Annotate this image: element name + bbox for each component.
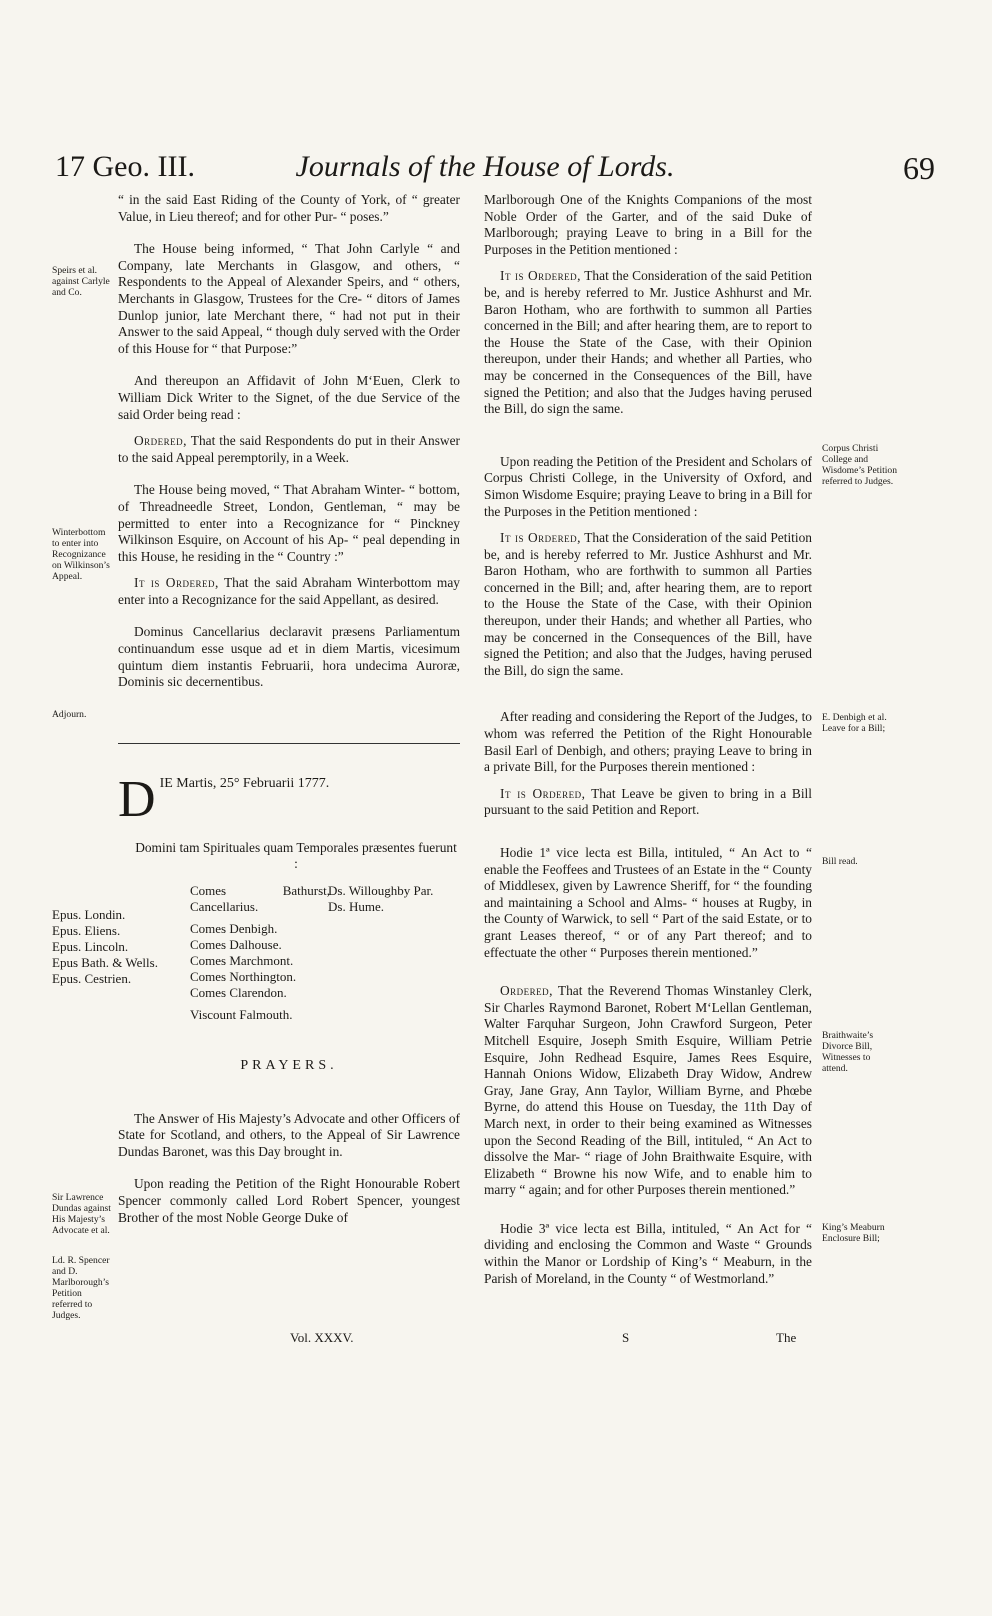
paragraph-corpus-christi: Upon reading the Petition of the President and Scholars of Corpus Christi College, in the University of Oxford, and Simon Wisdome Esquire; praying Leave to bring in a Bill for the Purposes in the Petition mentioned : <box>484 453 813 519</box>
attendance-list <box>52 883 460 1023</box>
ordered-label: It is Ordered, <box>500 268 581 284</box>
paragraph-marlborough: Marlborough One of the Knights Companions of the most Noble Order of the Garter, and of the said Duke of Marlborough; praying Leave to bring in a Bill for the Purposes in the Petition mentioned : <box>484 192 812 257</box>
margin-note-speirs: Speirs et al. against Carlyle and Co. <box>52 265 110 298</box>
drop-cap: D <box>118 770 156 828</box>
margin-note-billread: Bill read. <box>822 856 858 867</box>
sitting-date: IE Martis, 25° Februarii 1777. <box>159 775 330 791</box>
paragraph-dundas: The Answer of His Majesty’s Advocate and other Officers of State for Scotland, and others, to the Appeal of Sir Lawrence Dundas Baronet, was this Day brought in. <box>118 1110 460 1159</box>
paragraph-denbigh: After reading and considering the Report of the Judges, to whom was referred the Petition of the Right Honourable Basil Earl of Denbigh, and others; praying Leave to bring in a private Bill, for the Purposes therein mentioned : <box>484 709 812 775</box>
bishop-entry: Epus. Cestrien. <box>52 971 132 987</box>
bishop-entry: Epus. Eliens. <box>52 923 121 939</box>
baron-entry: Ds. Hume. <box>328 899 384 915</box>
barons-list <box>328 883 468 915</box>
earl-entry: Comes Dalhouse. <box>190 937 282 953</box>
earl-entry: Comes Northington. <box>190 969 297 985</box>
baron-entry: Ds. Willoughby Par. <box>328 883 434 899</box>
margin-note-spencer: Ld. R. Spencer and D. Marlborough’s Petition referred to Judges. <box>52 1255 110 1321</box>
paragraph-winterbottom-order <box>118 575 460 608</box>
paragraph-affidavit: And thereupon an Affidavit of John M‘Euen, Clerk to William Dick Writer to the Signet, of the due Service of the said Order being read : <box>118 373 460 422</box>
earl-entry: Comes Clarendon. <box>190 985 287 1001</box>
ordered-label: It is Ordered, <box>500 785 586 801</box>
regnal-year: 17 Geo. III. <box>55 150 195 183</box>
page-number: 69 <box>903 150 935 186</box>
paragraph-winterbottom: The House being moved, “ That Abraham Winter- “ bottom, of Threadneedle Street, London, Gentleman, “ may be permitted to enter into a Recognizance for “ Pinckney Wilkinson Esquire, on Account of his Ap- “ peal depending in this House, he residing in the “ Country :” <box>118 482 460 564</box>
ordered-text: That Leave be given to bring in a Bill pursuant to the said Petition and Report. <box>484 785 812 818</box>
page-header <box>55 150 935 190</box>
bishops-list <box>52 907 182 987</box>
earl-entry: Comes Marchmont. <box>190 953 294 969</box>
ordered-text: That the Consideration of the said Petition be, and is hereby referred to Mr. Justice Ashhurst and Mr. Baron Hotham, who are forthwith to summon all Parties concerned in the Bill; and after hearing them, are to report to the House the State of the Case, with their Opinion thereupon, under their Hands; and whether all Parties, who may be concerned in the Consequences of the Bill, have signed the Petition; and also that the Judges having perused the Bill, do sign the same. <box>484 268 813 417</box>
margin-note-kings-meaburn: King’s Meaburn Enclosure Bill; <box>822 1222 885 1244</box>
bishop-entry: Epus Bath. & Wells. <box>52 955 158 971</box>
margin-note-winterbottom: Winterbottom to enter into Recognizance on Wilkinson’s Appeal. <box>52 527 110 582</box>
ordered-label: It is Ordered, <box>134 575 219 591</box>
bishop-entry: Epus. Londin. <box>52 907 126 923</box>
ordered-text: That the said Abraham Winterbottom may enter into a Recognizance for the said Appellant, as desired. <box>118 575 460 607</box>
paragraph-ordered-respondents <box>118 433 460 466</box>
paragraph-speirs: The House being informed, “ That John Carlyle “ and Company, late Merchants in Glasgow, and others, “ Respondents to the Appeal of Alexander Speirs, and “ others, Merchants in Glasgow, Trustees for the Cre- “ ditors of James Dunlop junior, late Merchant there, “ had not put in their Answer to the said Appeal, “ though duly served with the Order of this House for “ that Purpose:” <box>118 241 460 356</box>
margin-note-dundas: Sir Lawrence Dundas against His Majesty’s Advocate et al. <box>52 1192 111 1236</box>
margin-note-corpus: Corpus Christi College and Wisdome’s Petition referred to Judges. <box>822 443 898 487</box>
sitting-heading <box>118 770 460 828</box>
paragraph-ordered-ashhurst-2 <box>484 530 812 679</box>
signature-mark: S <box>622 1330 630 1345</box>
ordered-label: Ordered, <box>500 983 554 999</box>
volume-label: Vol. XXXV. <box>290 1330 354 1345</box>
prayers-heading: PRAYERS. <box>240 1058 338 1074</box>
attendance-heading: Domini tam Spirituales quam Temporales præsentes fuerunt : <box>135 839 457 872</box>
right-column <box>484 192 812 1297</box>
paragraph-rugby-bill: Hodie 1ª vice lecta est Billa, intituled, “ An Act to “ enable the Feoffees and Trustees of an Estate in the “ County of Middlesex, given by Lawrence Sheriff, for “ the founding and maintaining a School and Alms- “ houses at Rugby, in the County of Warwick, to sell “ Part of the said Estate, or to grant Leases thereof, “ or of any Part thereof; and to effectuate the other “ Purposes therein mentioned.” <box>484 845 812 960</box>
paragraph-braithwaite <box>484 983 812 1199</box>
ordered-label: It is Ordered, <box>500 530 581 546</box>
ordered-text: That the Consideration of the said Petition be, and is hereby referred to Mr. Justice Ashhurst and Mr. Baron Hotham, who are forthwith to summon all Parties concerned in the Bill; and, after hearing them, are to report to the House the State of the Case, with their Opinion thereupon, under their Hands; and whether all Parties, who may be concerned in the Consequences of the Bill, have signed the Petition; and also that the Judges, having perused the Bill, do sign the same. <box>484 530 813 678</box>
paragraph-ordered-ashhurst-1 <box>484 268 812 417</box>
ordered-text: That the said Respondents do put in their Answer to the said Appeal peremptorily, in a Week. <box>118 433 460 465</box>
earl-entry: Comes Denbigh. <box>190 921 278 937</box>
paragraph-adjourn: Dominus Cancellarius declaravit præsens Parliamentum continuandum esse usque ad et in diem Martis, vicesimum quintum diem instantis Februarii, hora undecima Auroræ, Dominis sic decernentibus. <box>118 624 460 690</box>
paragraph-continuation: “ in the said East Riding of the County of York, of “ greater Value, in Lieu thereof; and for other Pur- “ poses.” <box>118 192 460 224</box>
paragraph-kings-meaburn: Hodie 3ª vice lecta est Billa, intituled, “ An Act for “ dividing and enclosing the Common and Waste “ Grounds within the Manor or Lordship of King’s “ Meaburn, in the Parish of Moreland, in the County “ of Westmorland.” <box>484 1220 812 1286</box>
catchword: The <box>776 1330 797 1345</box>
section-divider <box>118 743 460 744</box>
paragraph-spencer: Upon reading the Petition of the Right Honourable Robert Spencer commonly called Lord Robert Spencer, youngest Brother of the most Noble George Duke of <box>118 1176 460 1225</box>
earls-list <box>190 883 330 1023</box>
running-title: Journals of the House of Lords. <box>295 150 675 183</box>
bishop-entry: Epus. Lincoln. <box>52 939 129 955</box>
margin-note-denbigh: E. Denbigh et al. Leave for a Bill; <box>822 712 887 734</box>
ordered-label: Ordered, <box>134 433 188 449</box>
paragraph-ordered-leave <box>484 786 812 819</box>
margin-note-adjourn: Adjourn. <box>52 709 87 720</box>
earl-entry: Comes Bathurst, Cancellarius. <box>190 883 330 915</box>
ordered-text: That the Reverend Thomas Winstanley Clerk, Sir Charles Raymond Baronet, Robert M‘Lellan Gentleman, Walter Farquhar Surgeon, John Crawford Surgeon, Peter Mitchell Esquire, Joseph Smith Esquire, William Petrie Esquire, John Redhead Esquire, James Rees Esquire, Hannah Onions Widow, Elizabeth Dray Widow, Andrew Gray, Jane Gray, Ann Taylor, William Byrne, and Phœbe Byrne, do attend this House on Tuesday, the 11th Day of March next, in order to their being examined as Witnesses upon the Second Reading of the Bill, intituled, “ An Act to dissolve the Mar- “ riage of John Braithwaite Esquire, with Elizabeth “ Browne his now Wife, and to enable him to marry “ again; and for other Purposes therein mentioned.” <box>484 983 812 1198</box>
viscount-entry: Viscount Falmouth. <box>190 1007 293 1023</box>
margin-note-braithwaite: Braithwaite’s Divorce Bill, Witnesses to attend. <box>822 1030 874 1074</box>
